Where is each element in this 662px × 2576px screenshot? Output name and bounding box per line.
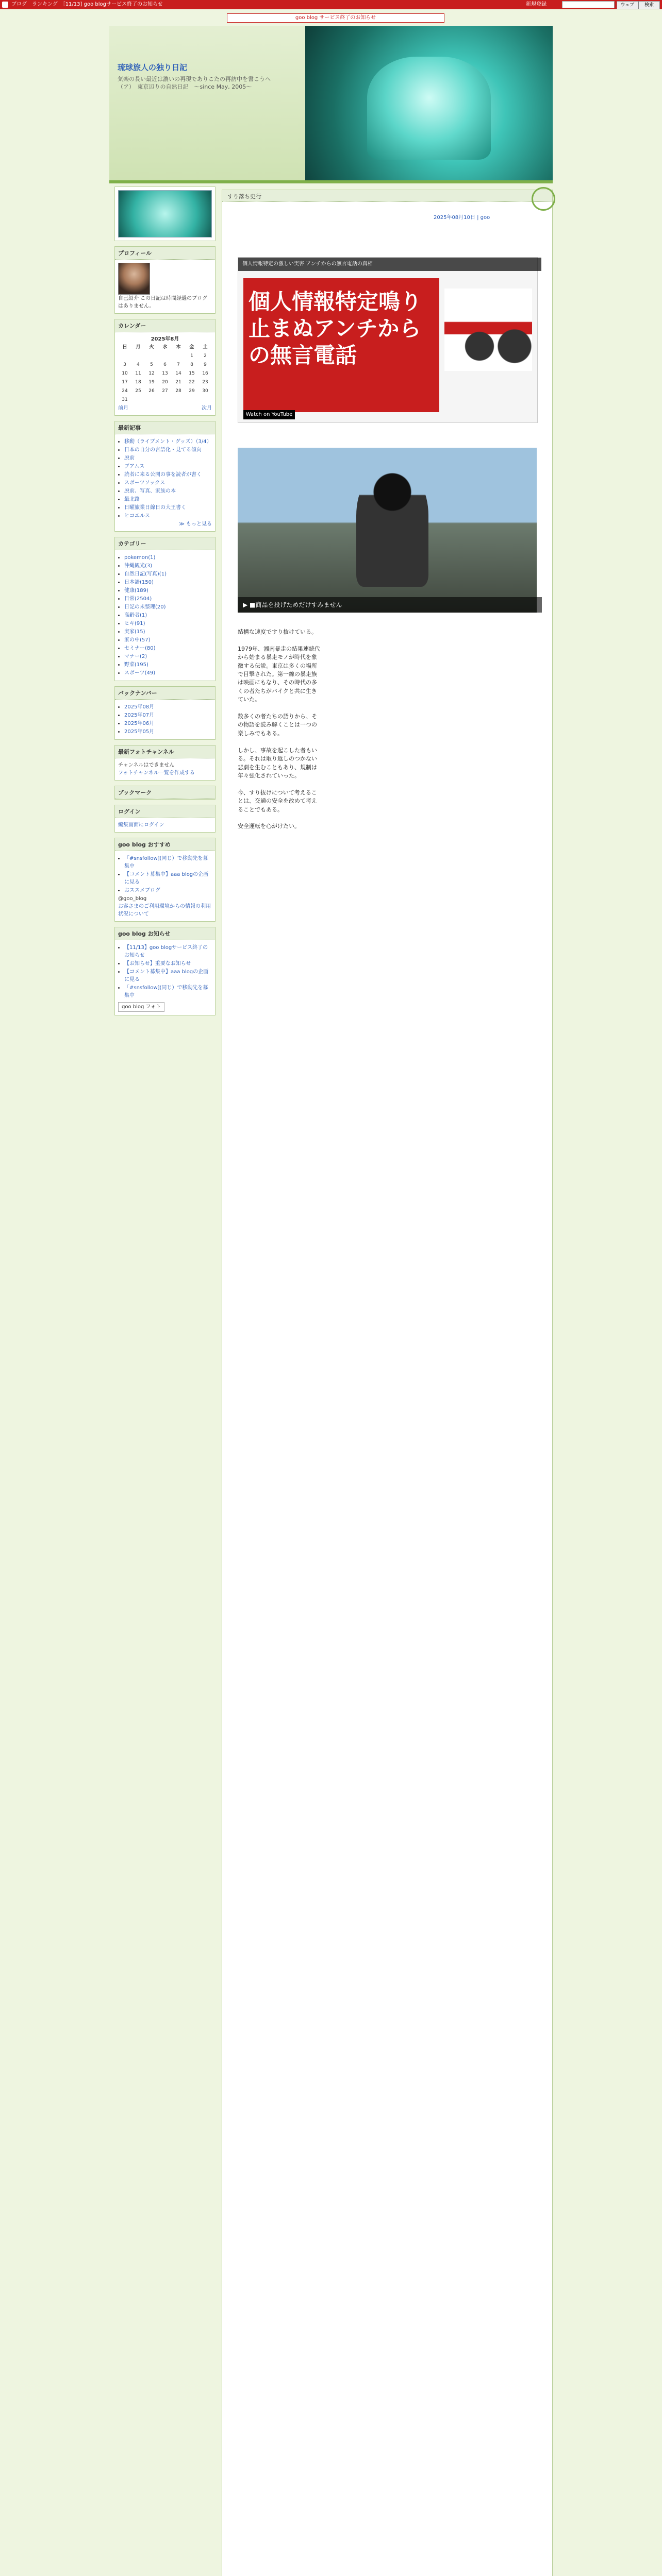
search-button[interactable]: 検索 [638, 1, 660, 9]
goo-news-link[interactable]: 【コメント募集中】aaa blogの企画に見る [124, 969, 209, 982]
login-heading: ログイン [115, 805, 215, 818]
motorcycle-image [444, 289, 532, 371]
ice-dessert-image [367, 57, 491, 160]
calendar-day[interactable]: 28 [175, 388, 181, 394]
calendar-day[interactable]: 4 [137, 362, 140, 367]
backnumber-box [114, 686, 216, 740]
header-photo [305, 26, 553, 180]
video2-controls[interactable] [238, 597, 542, 613]
category-link[interactable]: マナー(2) [124, 654, 147, 659]
calendar-box [114, 319, 216, 416]
calendar-table [118, 343, 212, 404]
calendar-day[interactable]: 25 [135, 388, 141, 394]
topbar-text[interactable]: ブログ ランキング ［11/13] goo blogサービス終了のお知らせ [11, 2, 163, 7]
calendar-day[interactable]: 27 [162, 388, 168, 394]
calendar-day[interactable]: 30 [202, 388, 208, 394]
entry-body: 結構な速度ですり抜けている。 1979年、湘南暴走の結果連続代から始まる暴走モノが時代を象徴する伝説。東京は多くの場所で目撃された。第一線の暴走族は映画にもなり、その時代の多くの者たちがバイクと共に生きていた。 数多くの者たちの語りから、その物語を読み解くことは一つの楽しみでもある。 しかし、事故を起こした者もいる。それは取り返しのつかない悲劇を生むこともあり、規制は年々強化されていった。 今、すり抜けについて考えることは、交通の安全を改めて考えることでもある。 安全運転を心がけたい。 [238, 629, 320, 830]
photochannel-empty: チャンネルはできません [118, 762, 175, 768]
profile-box [114, 246, 216, 314]
goo-news-link[interactable]: 【11/13】goo blogサービス終了のお知らせ [124, 945, 208, 958]
backnumber-heading: バックナンバー [115, 687, 215, 700]
web-select[interactable]: ウェブ [617, 1, 638, 9]
calendar-day[interactable]: 19 [148, 380, 155, 385]
main-content [222, 190, 553, 2576]
goo-news-link[interactable]: 【お知らせ】重要なお知らせ [124, 961, 191, 967]
recent-heading: 最新記事 [115, 421, 215, 434]
recent-entry-link[interactable]: ヒコエルス [124, 513, 150, 519]
calendar-day [131, 352, 145, 361]
calendar-day[interactable]: 26 [148, 388, 155, 394]
photochannel-create-link[interactable]: フォトチャンネル一覧を作成する [118, 770, 195, 776]
calendar-day[interactable]: 24 [122, 388, 128, 394]
photochannel-heading: 最新フォトチャンネル [115, 745, 215, 758]
search-input[interactable] [562, 1, 615, 8]
calendar-day[interactable]: 2 [204, 353, 207, 359]
category-link[interactable]: 実家(15) [124, 629, 145, 635]
recent-entry-link[interactable]: スポーツソックス [124, 480, 165, 486]
calendar-day[interactable]: 15 [189, 371, 195, 376]
recent-entry-link[interactable]: 日曜旅業日線日の大王書く [124, 505, 186, 511]
goo-recommend-heading: goo blog おすすめ [115, 838, 215, 851]
category-box [114, 537, 216, 681]
profile-text: 自己紹介 この日記は時間経過のブログはありません。 [118, 296, 208, 309]
calendar-weekday: 金 [189, 345, 194, 350]
category-link[interactable]: 沖縄観光(3) [124, 563, 153, 569]
recent-entry-link[interactable]: 読者に来る公開の事を読者が書く [124, 472, 202, 478]
entry-date[interactable]: 2025年08月10日 | goo [434, 215, 490, 221]
thumb-box [114, 187, 216, 241]
backnumber-link[interactable]: 2025年05月 [124, 729, 155, 735]
calendar-day[interactable]: 16 [202, 371, 208, 376]
calendar-day[interactable]: 10 [122, 371, 128, 376]
youtube-embed-1[interactable] [238, 257, 538, 423]
calendar-day[interactable]: 18 [135, 380, 141, 385]
top-notice-bar [0, 0, 662, 9]
recent-entry-link[interactable]: 脱前 [124, 455, 135, 461]
calendar-day[interactable]: 23 [202, 380, 208, 385]
category-link[interactable]: 自然日記(写真)(1) [124, 571, 167, 577]
video2-caption: ■商品を投げためだけすみません [250, 601, 342, 608]
category-link[interactable]: 高齢者(1) [124, 613, 147, 618]
avatar [118, 263, 150, 295]
bookmark-box [114, 786, 216, 800]
video1-thumbnail [243, 278, 439, 412]
calendar-day [198, 396, 212, 404]
calendar-day [145, 396, 158, 404]
photochannel-box [114, 745, 216, 781]
calendar-day[interactable]: 22 [189, 380, 195, 385]
category-link[interactable]: 日本語(150) [124, 580, 154, 585]
entry-caption-bar [222, 190, 552, 202]
calendar-day [145, 352, 158, 361]
calendar-weekday: 水 [162, 345, 168, 350]
calendar-weekday: 火 [149, 345, 154, 350]
calendar-day[interactable]: 1 [190, 353, 193, 359]
calendar-day[interactable]: 13 [162, 371, 168, 376]
goo-news-box [114, 927, 216, 1015]
header-thumbnail [118, 190, 212, 238]
calendar-weekday: 木 [176, 345, 181, 350]
calendar-day [158, 352, 172, 361]
goo-logo-icon[interactable] [2, 2, 8, 8]
calendar-day[interactable]: 9 [204, 362, 207, 367]
category-link[interactable]: pokemon(1) [124, 555, 156, 561]
calendar-day[interactable]: 20 [162, 380, 168, 385]
backnumber-link[interactable]: 2025年08月 [124, 704, 155, 710]
video1-title[interactable]: 個人情報特定の激しい実害 アンチからの無言電話の真相 [238, 258, 541, 271]
category-link[interactable]: 日記の未整理(20) [124, 604, 166, 610]
calendar-day[interactable]: 7 [177, 362, 180, 367]
goo-recommend-link[interactable]: 【コメント募集中】aaa blogの企画に見る [124, 872, 209, 885]
calendar-weekday: 月 [136, 345, 141, 350]
profile-heading: プロフィール [115, 247, 215, 260]
rider-image [356, 468, 428, 587]
service-end-notice[interactable]: goo blog サービス終了のお知らせ [227, 13, 444, 23]
register-link[interactable]: 新規登録 [526, 2, 547, 7]
calendar-day [172, 352, 185, 361]
recent-entry-link[interactable]: 最北路 [124, 497, 140, 502]
corner-ornament-icon [532, 187, 555, 211]
backnumber-link[interactable]: 2025年07月 [124, 713, 155, 718]
category-link[interactable]: 健康(189) [124, 588, 148, 594]
recent-box [114, 421, 216, 532]
goo-twitter-link[interactable]: @goo_blog [118, 896, 147, 902]
video1-thumb-text: 個人情報特定鳴り止まぬアンチからの無言電話 [249, 289, 422, 368]
blog-description: 気楽の長い最近は濃いの再現でありこたの再訪中を書こうへ（ア） 東京辺りの自然日記 ～since May, 2005～ [118, 76, 271, 90]
category-link[interactable]: セミナー(80) [124, 646, 156, 651]
calendar-day[interactable]: 5 [150, 362, 153, 367]
category-heading: カテゴリー [115, 537, 215, 550]
calendar-day [158, 396, 172, 404]
recent-entry-link[interactable]: 移動（ライブメント・グッズ）（3/4） [124, 439, 212, 445]
calendar-prev-link[interactable]: 前月 [118, 405, 128, 411]
login-box [114, 805, 216, 833]
calendar-day[interactable]: 29 [189, 388, 195, 394]
watch-on-youtube-button[interactable]: Watch on YouTube [243, 410, 295, 419]
category-link[interactable]: 野菜(195) [124, 662, 148, 668]
category-link[interactable]: スポーツ(49) [124, 670, 156, 676]
left-sidebar [114, 187, 216, 1021]
blog-header [109, 26, 553, 183]
category-link[interactable]: 家の中(57) [124, 637, 151, 643]
recent-entry-link[interactable]: 脱前、写真、家族の本 [124, 488, 176, 494]
calendar-day[interactable]: 14 [175, 371, 181, 376]
video-embed-2[interactable] [238, 448, 537, 613]
recent-more-link[interactable]: ≫ もっと見る [179, 521, 212, 527]
bookmark-heading: ブックマーク [115, 786, 215, 799]
login-link[interactable]: 編集画面にログイン [118, 822, 164, 828]
entry-title[interactable]: すり落ち史行 [227, 193, 261, 200]
calendar-day[interactable]: 6 [163, 362, 167, 367]
goo-note-link[interactable]: お客さまのご利用環境からの情報の利用状況について [118, 904, 211, 917]
calendar-day[interactable]: 3 [123, 362, 126, 367]
goo-news-heading: goo blog お知らせ [115, 927, 215, 940]
category-link[interactable]: 日常(2504) [124, 596, 152, 602]
recent-entry-link[interactable]: 日本の自分の言語化・見てる傾向 [124, 447, 202, 453]
recent-entry-link[interactable]: ブアムス [124, 464, 145, 469]
goo-recommend-link[interactable]: おススメブログ [124, 888, 160, 893]
calendar-day [131, 396, 145, 404]
category-link[interactable]: ヒキ(91) [124, 621, 145, 626]
calendar-day [172, 396, 185, 404]
calendar-day [185, 396, 198, 404]
calendar-day[interactable]: 11 [135, 371, 141, 376]
goo-blog-badge[interactable]: goo blog フォト [118, 1002, 164, 1012]
calendar-day [118, 352, 131, 361]
backnumber-link[interactable]: 2025年06月 [124, 721, 155, 726]
calendar-heading: カレンダー [115, 319, 215, 332]
play-icon[interactable]: ▶ [243, 601, 250, 608]
calendar-day[interactable]: 31 [122, 397, 128, 402]
calendar-day[interactable]: 21 [175, 380, 181, 385]
goo-news-link[interactable]: 「#snsfollow](同じ）で移動先を募集中 [124, 985, 208, 998]
goo-recommend-link[interactable]: 「#snsfollow](同じ）で移動先を募集中 [124, 856, 208, 869]
calendar-weekday: 日 [122, 345, 127, 350]
calendar-month: 2025年8月 [151, 336, 179, 342]
blog-title[interactable]: 琉球旅人の独り日記 [118, 63, 188, 72]
calendar-weekday: 土 [203, 345, 208, 350]
calendar-next-link[interactable]: 次月 [202, 405, 212, 411]
calendar-day[interactable]: 8 [190, 362, 193, 367]
calendar-day[interactable]: 12 [148, 371, 155, 376]
calendar-day[interactable]: 17 [122, 380, 128, 385]
goo-recommend-box [114, 838, 216, 922]
